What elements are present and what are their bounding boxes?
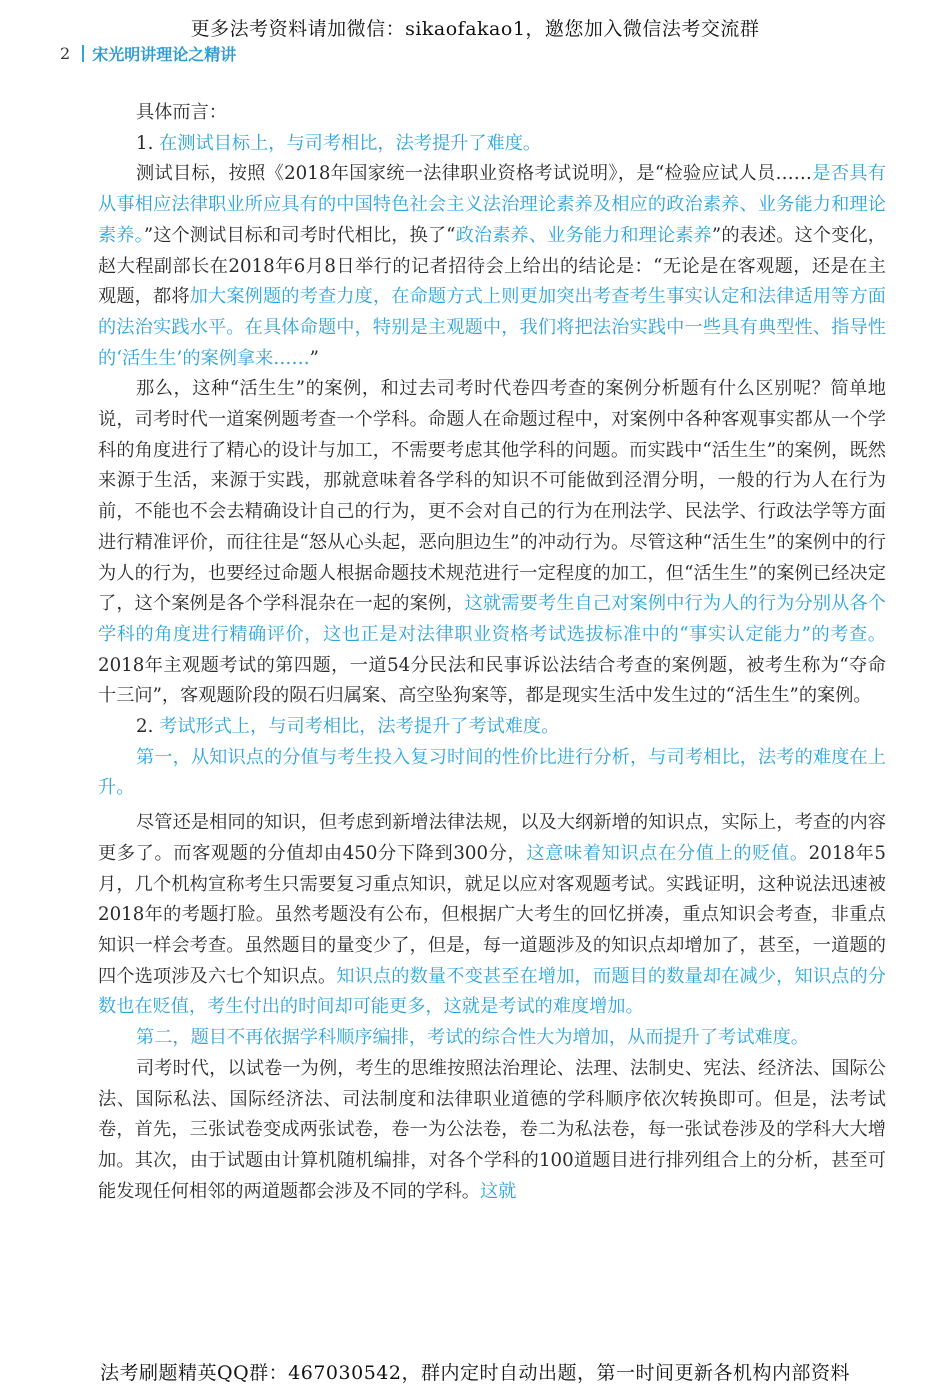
- body-text: 司考时代，以试卷一为例，考生的思维按照法治理论、法理、法制史、宪法、经济法、国际公法、国际私法、国际经济法、司法制度和法律职业道德的学科顺序依次转换即可。但是，法考试卷，首先，三张试卷变成两张试卷，卷一为公法卷，卷二为私法卷，每一张试卷涉及的学科大大增加。其次，由于试题由计算机随机编排，对各个学科的100道题目进行排列组合上的分析，甚至可能发现任何相邻的两道题都会涉及不同的学科。: [98, 1057, 886, 1202]
- highlighted-text: 这就: [479, 1180, 517, 1202]
- body-text: 具体而言：: [136, 102, 227, 123]
- paragraph-p-test-goal: [98, 159, 886, 374]
- highlighted-text: 第一，从知识点的分值与考生投入复习时间的性价比进行分析，与司考相比，法考的难度在上升。: [98, 746, 886, 799]
- page-body: [98, 98, 886, 1207]
- body-text: 1.: [136, 132, 160, 154]
- bottom-banner: 法考刷题精英QQ群：467030542，群内定时自动出题，第一时间更新各机构内部资料: [100, 1362, 850, 1384]
- body-text: ”: [309, 347, 319, 369]
- header-divider: [82, 45, 84, 62]
- paragraph-p-live-cases: [98, 374, 886, 712]
- highlighted-text: 在测试目标上，与司考相比，法考提升了难度。: [159, 132, 542, 154]
- page-number: 2: [60, 44, 71, 63]
- body-text: 2018年5月，几个机构宣称考生只需要复习重点知识，就足以应对客观题考试。实践证明，这种说法迅速被2018年的考题打脸。虽然考题没有公布，但根据广大考生的回忆拼凑，重点知识会考查，非重点知识一样会考查。虽然题目的量变少了，但是，每一道题涉及的知识点却增加了，甚至，一道题的四个选项涉及六七个知识点。: [98, 842, 886, 987]
- body-text: 测试目标，按照《2018年国家统一法律职业资格考试说明》，是“检验应试人员……: [136, 163, 812, 185]
- paragraph-p-order: [98, 1054, 886, 1208]
- highlighted-text: 政治素养、业务能力和理论素养: [455, 224, 712, 246]
- highlighted-text: 这就需要考生自己对案例中行为人的行为分别从各个学科的角度进行精确评价，这也正是对法律职业资格考试选拔标准中的“事实认定能力”的考查。: [98, 593, 886, 645]
- body-text: ”的表述。这个变化，赵大程副部长在2018年6月8日举行的记者招待会上给出的结论是：“无论是在客观题，还是在主观题，都将: [98, 224, 886, 308]
- highlighted-text: 考试形式上，与司考相比，法考提升了考试难度。: [159, 716, 560, 738]
- body-text: 那么，这种“活生生”的案例，和过去司考时代卷四考查的案例分析题有什么区别呢？简单地说，司考时代一道案例题考查一个学科。命题人在命题过程中，对案例中各种客观事实都从一个学科的角度进行了精心的设计与加工，不需要考虑其他学科的问题。而实践中“活生生”的案例，既然来源于生活，来源于实践，那就意味着各学科的知识不可能做到泾渭分明，一般的行为人在行为前，不能也不会去精确设计自己的行为，更不会对自己的行为在刑法学、民法学、行政法学等方面进行精准评价，而往往是“怒从心头起，恶向胆边生”的冲动行为。尽管这种“活生生”的案例中的行为人的行为，也要经过命题人根据命题技术规范进行一定程度的加工，但“活生生”的案例已经决定了，这个案例是各个学科混杂在一起的案例，: [98, 378, 886, 615]
- highlighted-text: 加大案例题的考查力度，在命题方式上则更加突出考查考生事实认定和法律适用等方面的法治实践水平。在具体命题中，特别是主观题中，我们将把法治实践中一些具有典型性、指导性的‘活生生’的案例拿来……: [98, 286, 886, 369]
- highlighted-text: 知识点的数量不变甚至在增加，而题目的数量却在减少，知识点的分数也在贬值，考生付出的时间却可能更多，这就是考试的难度增加。: [98, 965, 886, 1018]
- paragraph-point-2-first: [98, 743, 886, 804]
- highlighted-text: 是否具有从事相应法律职业所应具有的中国特色社会主义法治理论素养及相应的政治素养、业务能力和理论素养。: [98, 163, 886, 246]
- body-text: 尽管还是相同的知识，但考虑到新增法律法规，以及大纲新增的知识点，实际上，考查的内容更多了。而客观题的分值却由450分下降到300分，: [98, 812, 886, 864]
- paragraph-point-2: [98, 712, 886, 743]
- highlighted-text: 第二，题目不再依据学科顺序编排，考试的综合性大为增加，从而提升了考试难度。: [136, 1027, 809, 1049]
- body-text: 2018年主观题考试的第四题，一道54分民法和民事诉讼法结合考查的案例题，被考生称为“夺命十三问”，客观题阶段的陨石归属案、高空坠狗案等，都是现实生活中发生过的“活生生”的案例。: [98, 654, 886, 707]
- running-header: [60, 42, 236, 65]
- highlighted-text: 这意味着知识点在分值上的贬值。: [526, 842, 809, 864]
- paragraph-point-1: [98, 129, 886, 160]
- paragraph-intro: [98, 98, 886, 129]
- body-text: 2.: [136, 716, 160, 738]
- paragraph-point-2-second: [98, 1023, 886, 1054]
- paragraph-p-knowledge: [98, 808, 886, 1023]
- book-title: 宋光明讲理论之精讲: [92, 45, 237, 64]
- body-text: ”这个测试目标和司考时代相比，换了“: [143, 224, 456, 246]
- top-banner: 更多法考资料请加微信：sikaofakao1，邀您加入微信法考交流群: [190, 18, 760, 40]
